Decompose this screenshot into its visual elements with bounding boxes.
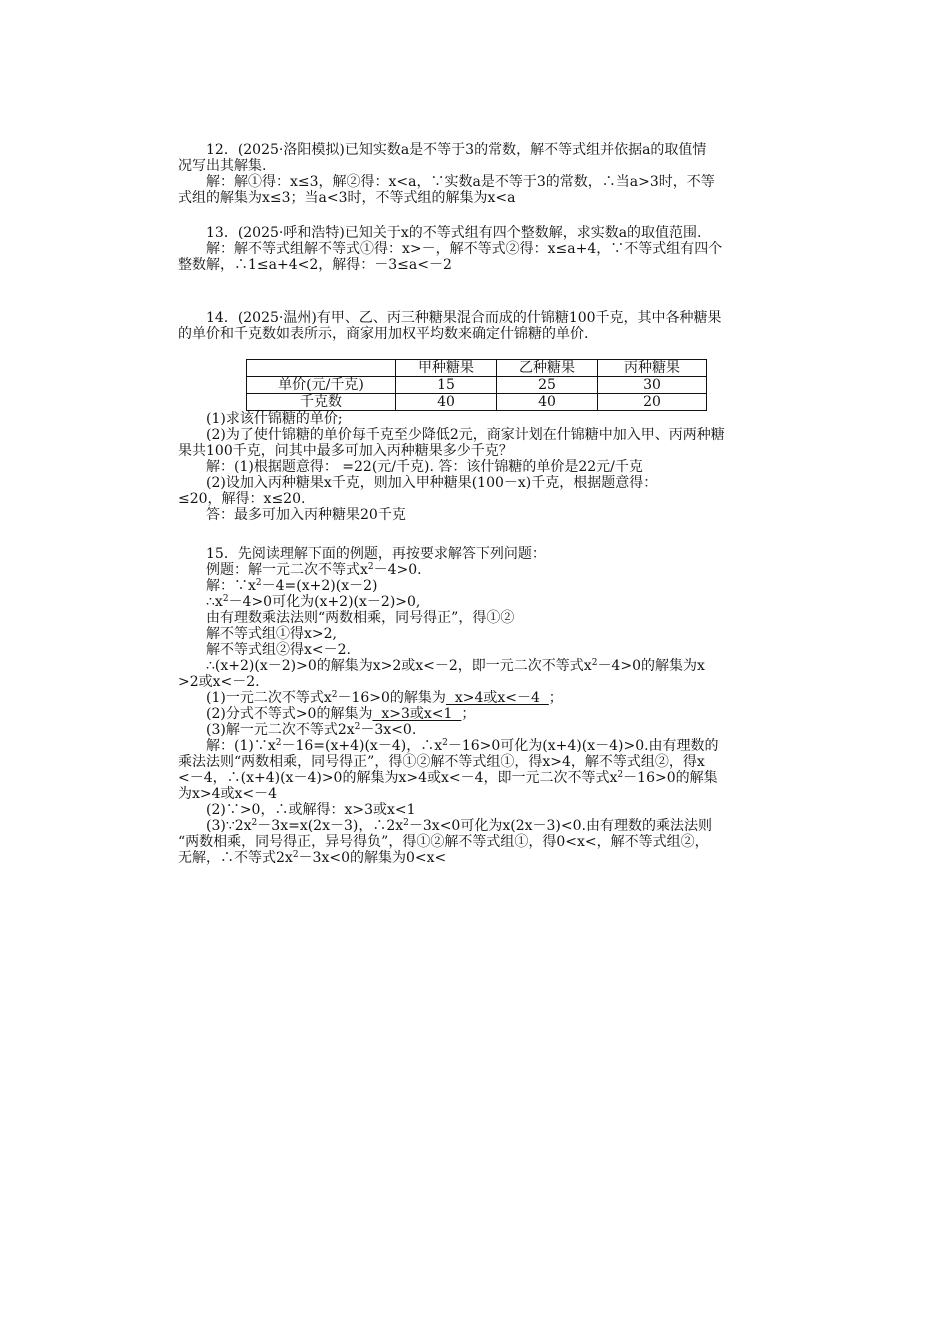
table-cell: 单价(元/千克) bbox=[247, 377, 396, 394]
q13-line-1: 13．(2025·呼和浩特)已知关于x的不等式组有四个整数解，求实数a的取值范围. bbox=[206, 225, 702, 241]
table-cell: 15 bbox=[396, 377, 497, 394]
q15-solution-line-6: $(3)\because 2x^2-3x=x(2x-3)$，$\therefore 2x^2-3x<0$可化为x(2x－3)<0.由有理数的乘法法则 bbox=[206, 818, 712, 834]
q15-solution-line-4: 为x>4或x<－4 bbox=[178, 786, 278, 802]
table-row bbox=[247, 394, 707, 411]
q14-part-2-line-2: 果共100千克，问其中最多可加入丙种糖果多少千克？ bbox=[178, 443, 513, 459]
q15-example-step-1: 解：$\because x^2-4=(x+2)(x-2)$ bbox=[206, 578, 378, 594]
punctuation: ； bbox=[548, 690, 563, 706]
table-row bbox=[247, 377, 707, 394]
question-14-parts bbox=[178, 411, 810, 523]
table-cell: 千克数 bbox=[247, 394, 396, 411]
question-13 bbox=[178, 225, 810, 273]
answer-blank-1: x>4或x<－4 bbox=[445, 690, 549, 706]
table-header-cell bbox=[247, 360, 396, 377]
q15-solution-line-1: 解：$(1)\because x^2-16=(x+4)(x-4)$，$\therefore x^2-16>0$可化为(x+4)(x－4)>0.由有理数的 bbox=[206, 738, 719, 754]
q14-line-2: 的单价和千克数如表所示，商家用加权平均数来确定什锦糖的单价. bbox=[178, 326, 589, 342]
punctuation: ； bbox=[461, 706, 476, 722]
q15-part-1: (1)一元二次不等式$x^2-16>0$的解集为 x>4或x<－4 ； bbox=[206, 690, 563, 706]
q14-line-1: 14．(2025·温州)有甲、乙、丙三种糖果混合而成的什锦糖100千克，其中各种糖果 bbox=[206, 310, 722, 326]
q12-solution-line-1: 解：解①得：x≤3，解②得：x<a，∵实数a是不等于3的常数，∴当a>3时，不等 bbox=[206, 174, 715, 190]
q15-example-step-3: 由有理数乘法法则“两数相乘，同号得正”，得①② bbox=[206, 610, 515, 626]
table-header-cell: 甲种糖果 bbox=[396, 360, 497, 377]
q14-solution-line-1: 解：(1)根据题意得： =22(元/千克). 答：该什锦糖的单价是22元/千克 bbox=[206, 459, 643, 475]
q15-part-2 bbox=[178, 706, 810, 722]
table-cell: 40 bbox=[497, 394, 598, 411]
q15-line-1: 15．先阅读理解下面的例题，再按要求解答下列问题： bbox=[206, 546, 546, 562]
table-cell: 20 bbox=[598, 394, 707, 411]
q15-example-step-7: >2或x<－2. bbox=[178, 674, 260, 690]
q15-part-3: (3)解一元二次不等式$2x^2-3x<0$. bbox=[206, 722, 417, 738]
q15-solution-line-2: 乘法法则“两数相乘，同号得正”，得①②解不等式组①，得x>4，解不等式组②，得x bbox=[178, 754, 705, 770]
q14-solution-line-2: (2)设加入丙种糖果x千克，则加入甲种糖果(100－x)千克，根据题意得： bbox=[206, 475, 658, 491]
q14-part-1: (1)求该什锦糖的单价; bbox=[206, 411, 343, 427]
candy-price-table bbox=[246, 359, 707, 411]
question-15 bbox=[178, 546, 810, 866]
q12-line-2: 况写出其解集. bbox=[178, 158, 267, 174]
table-header-row bbox=[247, 360, 707, 377]
q15-example-step-4: 解不等式组①得x>2, bbox=[206, 626, 337, 642]
q15-example: 例题：解一元二次不等式$x^2-4>0$. bbox=[206, 562, 422, 578]
q15-example-step-5: 解不等式组②得x<－2. bbox=[206, 642, 351, 658]
table-cell: 25 bbox=[497, 377, 598, 394]
q12-solution-line-2: 式组的解集为x≤3；当a<3时，不等式组的解集为x<a bbox=[178, 190, 516, 206]
q15-example-step-2: $\therefore x^2-4>0$可化为(x+2)(x－2)>0, bbox=[206, 594, 421, 610]
q14-solution-line-3: ≤20，解得：x≤20. bbox=[178, 491, 306, 507]
answer-blank-2: x>3或x<1 bbox=[372, 706, 462, 722]
table-header-cell: 丙种糖果 bbox=[598, 360, 707, 377]
q15-solution-line-5: (2)∵>0，∴或解得：x>3或x<1 bbox=[206, 802, 416, 818]
q14-part-2-line-1: (2)为了使什锦糖的单价每千克至少降低2元，商家计划在什锦糖中加入甲、丙两种糖 bbox=[206, 427, 725, 443]
q15-example-step-6: ∴(x+2)(x－2)>0的解集为x>2或x<－2，即一元二次不等式$x^2-4>0$的解集为x bbox=[206, 658, 705, 674]
table-header-cell: 乙种糖果 bbox=[497, 360, 598, 377]
q13-solution-line-2: 整数解，∴1≤a+4<2，解得：－3≤a<－2 bbox=[178, 257, 452, 273]
question-14 bbox=[178, 310, 810, 342]
question-12 bbox=[178, 142, 810, 206]
q15-solution-line-8: 无解，∴不等式$2x^2-3x<0$的解集为0<x< bbox=[178, 850, 447, 866]
q13-solution-line-1: 解：解不等式组解不等式①得：x>－，解不等式②得：x≤a+4，∵不等式组有四个 bbox=[206, 241, 723, 257]
table-cell: 30 bbox=[598, 377, 707, 394]
q14-answer: 答：最多可加入丙种糖果20千克 bbox=[206, 507, 406, 523]
q15-solution-line-3: <－4，∴(x+4)(x－4)>0的解集为x>4或x<－4，即一元二次不等式$x^2-16>0$的解集 bbox=[178, 770, 718, 786]
q15-solution-line-7: “两数相乘，同号得正，异号得负”，得①②解不等式组①，得0<x<，解不等式组②， bbox=[178, 834, 709, 850]
q12-line-1: 12．(2025·洛阳模拟)已知实数a是不等于3的常数，解不等式组并依据a的取值情 bbox=[206, 142, 707, 158]
part-2-text: (2)分式不等式>0的解集为 bbox=[206, 706, 373, 722]
table-cell: 40 bbox=[396, 394, 497, 411]
